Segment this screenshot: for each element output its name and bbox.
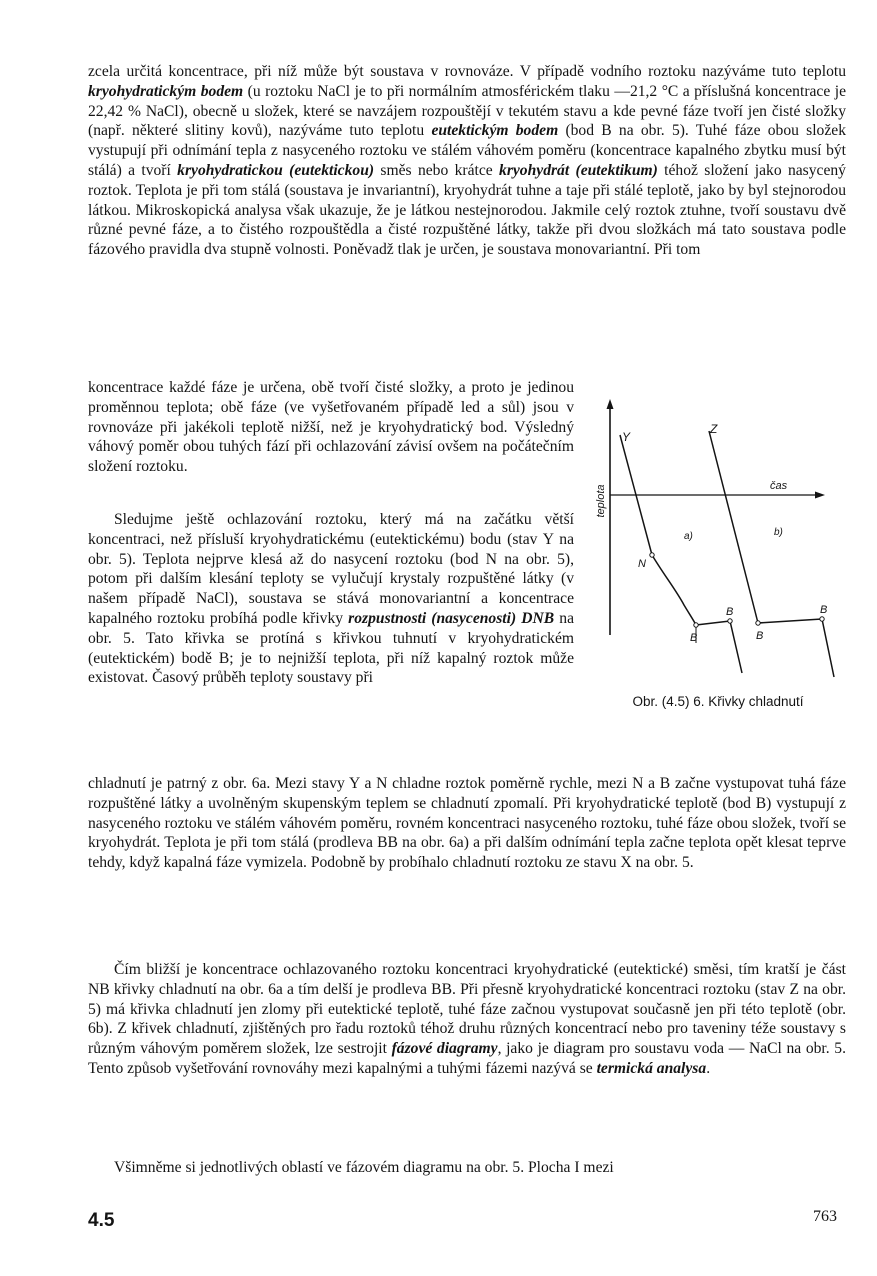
text-span: zcela určitá koncentrace, při níž může být soustava v rovnováze. V případě vodního roztoku nazýváme tuto teplotu [88,63,846,80]
paragraph-cooling [88,510,574,688]
term-fazove-diagramy: fázové diagramy [391,1040,498,1058]
point-n [650,553,654,557]
text-span: (bod B na obr. 5). Tuhé fáze obou složek vystupují při odnímání tepla z nasyceného roztoku ve stálém váhovém poměru (koncentrace kapalného zbytku musí být stálá) a tvoří [88,122,846,179]
point-b1 [694,623,698,627]
paragraph-intro [88,62,846,260]
text-span: Sledujme ještě ochlazování roztoku, který má na začátku větší koncentraci, než přísluší kryohydratickému (eutektickému) bodu (stav Y na obr. 5). Teplota nejprve klesá až do nasycení roztoku (bod N na obr. 5), potom při dalším klesání teploty se vylučují krystaly rozpuštěné látky (v našem případě NaCl), soustava se stává monovariantní a koncentrace kapalného roztoku probíhá podle křivky [88,511,574,627]
text-span: na obr. 5. Tato křivka se protíná s křivkou tuhnutí v kryohydratickém (eutektickém) bodě B; je to nejnižší teplota, při níž kapalný roztok může existovat. Časový průběh teploty soustavy při [88,609,574,687]
point-b3 [756,621,760,625]
plateau-bb-a [696,621,730,625]
label-b3: B [756,630,764,642]
text-span: směs nebo krátce [374,161,500,179]
label-n: N [638,558,646,570]
point-b2 [728,619,732,623]
axis-label-cas: čas [770,480,788,492]
cooling-curves-figure [592,395,842,740]
curve-n-to-b [652,555,696,625]
paragraph-thermal-analysis [88,960,846,1079]
label-b1: B [690,632,698,644]
term-kryohydraticka-smes: kryohydratickou (eutektickou) [177,161,375,179]
paragraph-cooling-continued: chladnutí je patrný z obr. 6a. Mezi stavy Y a N chladne roztok poměrně rychle, mezi N a B začne vystupovat tuhá fáze rozpuštěné látky a uvolněným skupenským teplem se chladnutí zpomalí. Při kryohydratické teplotě (bod B) vystupují z nasyceného roztoku ve stálém váhovém poměru, rovném koncentraci nasyceného roztoku, tuhé fáze obou složek, tvoří se kryohydrát. Teplota je při tom stálá (prodleva BB na obr. 6a) a při dalším odnímání tepla začne teplota opět klesat teprve tehdy, když kapalná fáze vymizela. Podobně by probíhalo chladnutí roztoku ze stavu X na obr. 5. [88,775,846,872]
label-a: a) [684,531,693,542]
figure-caption: Obr. (4.5) 6. Křivky chladnutí [632,694,804,709]
point-b4 [820,617,824,621]
x-axis-arrow [815,492,825,499]
label-b4: B [820,604,828,616]
y-axis-arrow [607,399,614,409]
axis-label-teplota: teplota [595,484,607,518]
text-span: Čím bližší je koncentrace ochlazovaného roztoku koncentraci kryohydratické (eutektické) směsi, tím kratší je část NB křivky chladnutí na obr. 6a a tím delší je prodleva BB. Při přesně kryohydratické koncentraci roztoku (stav Z na obr. 5) má křivka chladnutí jen zlomy při eutektické teplotě, tuhé fáze začnou vystupovat současně jen při této teplotě (obr. 6b). Z křivek chladnutí, zjištěných pro řadu roztoků téhož druhu různých koncentrací nebo pro taveniny téže soustavy s různým váhovým poměrem složek, lze sestrojit [88,961,846,1058]
text-span: (u roztoku NaCl je to při normálním atmosférickém tlaku —21,2 °C a příslušná koncentrace je 22,42 % NaCl), obecně u složek, které se navzájem rozpouštějí v tekutém stavu a kde pevné fáze tvoří jen čisté složky (např. některé slitiny kovů), nazýváme tuto teplotu [88,82,846,140]
term-kryohydrat: kryohydrát (eutektikum) [499,161,658,179]
term-termicka-analysa: termická analysa [596,1059,707,1077]
paragraph-phase-concentration: koncentrace každé fáze je určena, obě tvoří čisté složky, a proto je jedinou proměnnou teplota; obě fáze (ve vyšetřovaném případě led a sůl) jsou v rovnováze při jakékoli teplotě nižší, než je kryohydratický bod. Výsledný váhový poměr obou tuhých fází při ochlazování závisí ovšem na počátečním složení roztoku. [88,379,574,476]
label-y: Y [622,430,631,444]
text-span: . [706,1059,711,1077]
paragraph-regions: Všimněme si jednotlivých oblastí ve fázovém diagramu na obr. 5. Plocha I mezi [114,1159,614,1176]
label-b2: B [726,606,734,618]
text-span: , jako je diagram pro soustavu voda — NaCl na obr. 5. Tento způsob vyšetřování rovnováhy mezi kapalnými a tuhými fázemi nazývá se [88,1040,846,1077]
cooling-curves-svg [592,395,842,695]
label-b: b) [774,527,783,538]
section-number: 4.5 [88,1210,115,1231]
page-number: 763 [813,1208,837,1225]
curve-after-b-b [822,619,834,677]
label-z: Z [710,422,718,436]
curve-z [709,431,758,623]
plateau-bb-b [758,619,822,623]
term-kryohydraticky-bod: kryohydratickým bodem [88,82,244,100]
term-rozpustnosti: rozpustnosti (nasycenosti) DNB [348,609,555,627]
term-eutekticky-bod: eutektickým bodem [431,122,559,140]
text-span: téhož složení jako nasycený roztok. Teplota je při tom stálá (soustava je invariantní), kryohydrát tuhne a taje při stálé teplotě, jako by byl stejnorodou látkou. Mikroskopická analysa však ukazuje, že je látkou nestejnorodou. Jakmile celý roztok ztuhne, tvoří soustavu dvě různé pevné fáze, a to čistého rozpouštědla a čisté rozpuštěné látky, takže při dvou složkách má tato soustava podle fázového pravidla dva stupně volnosti. Poněvadž tlak je určen, je soustava monovariantní. Při tom [88,161,846,259]
curve-after-b-a [730,621,742,673]
